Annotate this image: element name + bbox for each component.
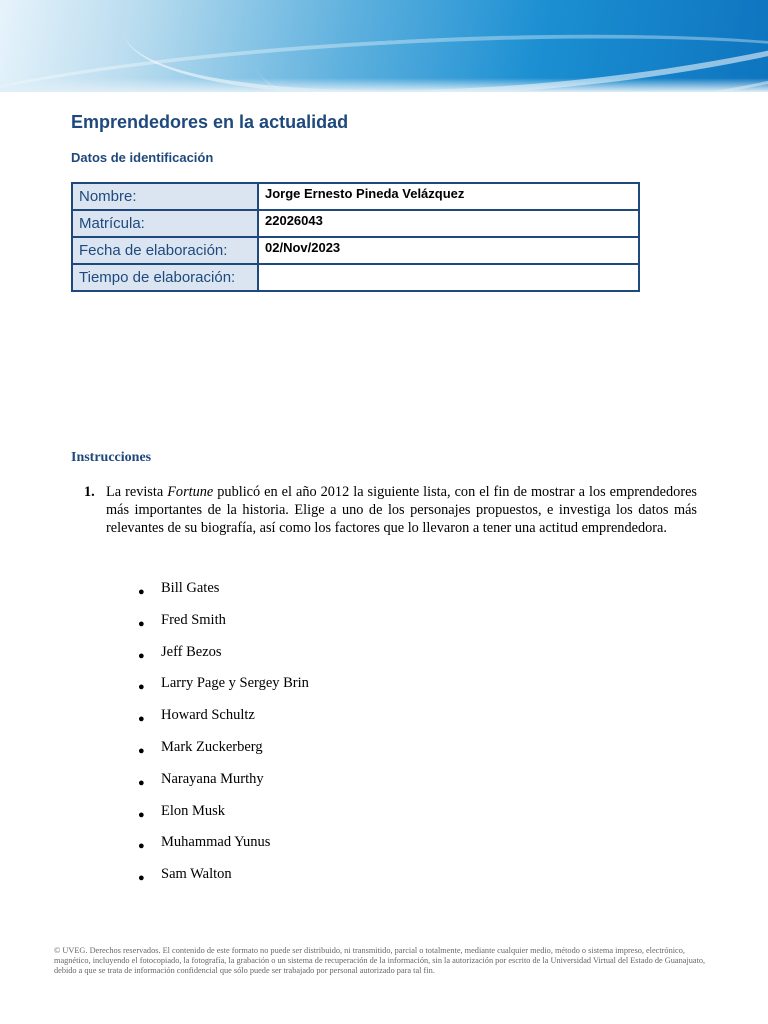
entrepreneur-name: Elon Musk xyxy=(161,802,226,819)
list-item xyxy=(138,642,309,674)
magazine-name: Fortune xyxy=(167,484,214,500)
bullet-icon: ● xyxy=(138,681,145,694)
entrepreneur-name: Bill Gates xyxy=(161,580,220,596)
entrepreneur-name: Mark Zuckerberg xyxy=(161,738,263,755)
entrepreneur-name: Sam Walton xyxy=(161,866,232,883)
list-item xyxy=(138,832,309,864)
table-row xyxy=(72,237,639,264)
instructions-heading: Instrucciones xyxy=(71,450,152,465)
entrepreneur-name: Fred Smith xyxy=(161,611,226,628)
list-item xyxy=(138,705,309,737)
bullet-icon: ● xyxy=(138,840,145,853)
table-row xyxy=(72,264,639,291)
entrepreneur-name: Narayana Murthy xyxy=(161,770,264,787)
matricula-value: 22026043 xyxy=(258,210,639,237)
list-item xyxy=(138,864,309,896)
entrepreneur-name: Muhammad Yunus xyxy=(161,834,271,851)
instruction-item xyxy=(80,483,697,538)
instruction-text xyxy=(106,483,697,538)
list-item xyxy=(138,578,309,610)
bullet-icon: ● xyxy=(138,744,145,757)
bullet-icon: ● xyxy=(138,617,145,630)
identification-heading: Datos de identificación xyxy=(71,150,214,165)
bullet-icon: ● xyxy=(138,808,145,821)
list-item xyxy=(138,769,309,801)
matricula-label: Matrícula: xyxy=(72,210,258,237)
document-title: Emprendedores en la actualidad xyxy=(71,112,349,132)
entrepreneur-name: Jeff Bezos xyxy=(161,643,222,660)
entrepreneur-name: Larry Page y Sergey Brin xyxy=(161,675,309,692)
entrepreneur-list xyxy=(138,578,309,896)
copyright-footer: © UVEG. Derechos reservados. El contenido de este formato no puede ser distribuido, ni transmitido, parcial o totalmente, mediante cualquier medio, método o sistema impreso, electrónico, magnético, incluyendo el fotocopiado, la fotografía, la grabación o un sistema de recuperación de la información, sin la autorización por escrito de la Universidad Virtual del Estado de Guanajuato, debido a que se trata de información confidencial que sólo puede ser trabajado por personal autorizado para tal fin. xyxy=(54,946,706,976)
bullet-icon: ● xyxy=(138,776,145,789)
date-label: Fecha de elaboración: xyxy=(72,237,258,264)
name-value: Jorge Ernesto Pineda Velázquez xyxy=(258,183,639,210)
entrepreneur-name: Howard Schultz xyxy=(161,707,255,724)
list-item xyxy=(138,673,309,705)
instruction-number: 1. xyxy=(84,484,95,500)
bullet-icon: ● xyxy=(138,649,145,662)
table-row xyxy=(72,210,639,237)
identification-table xyxy=(71,182,640,292)
name-label: Nombre: xyxy=(72,183,258,210)
header-banner xyxy=(0,0,768,92)
date-value: 02/Nov/2023 xyxy=(258,237,639,264)
list-item xyxy=(138,737,309,769)
instruction-text-start: La revista xyxy=(106,484,168,500)
list-item xyxy=(138,610,309,642)
bullet-icon: ● xyxy=(138,872,145,885)
instruction-text-end: publicó en el año 2012 la siguiente lista, con el fin de mostrar a los emprendedores más importantes de la historia. Elige a uno de los personajes propuestos, e investiga los datos más relevantes de su biografía, así como los factores que lo llevaron a tener una actitud emprendedora. xyxy=(106,484,697,537)
table-row xyxy=(72,183,639,210)
bullet-icon: ● xyxy=(138,713,145,726)
time-label: Tiempo de elaboración: xyxy=(72,264,258,291)
list-item xyxy=(138,801,309,833)
bullet-icon: ● xyxy=(138,586,145,598)
time-value xyxy=(258,264,639,291)
